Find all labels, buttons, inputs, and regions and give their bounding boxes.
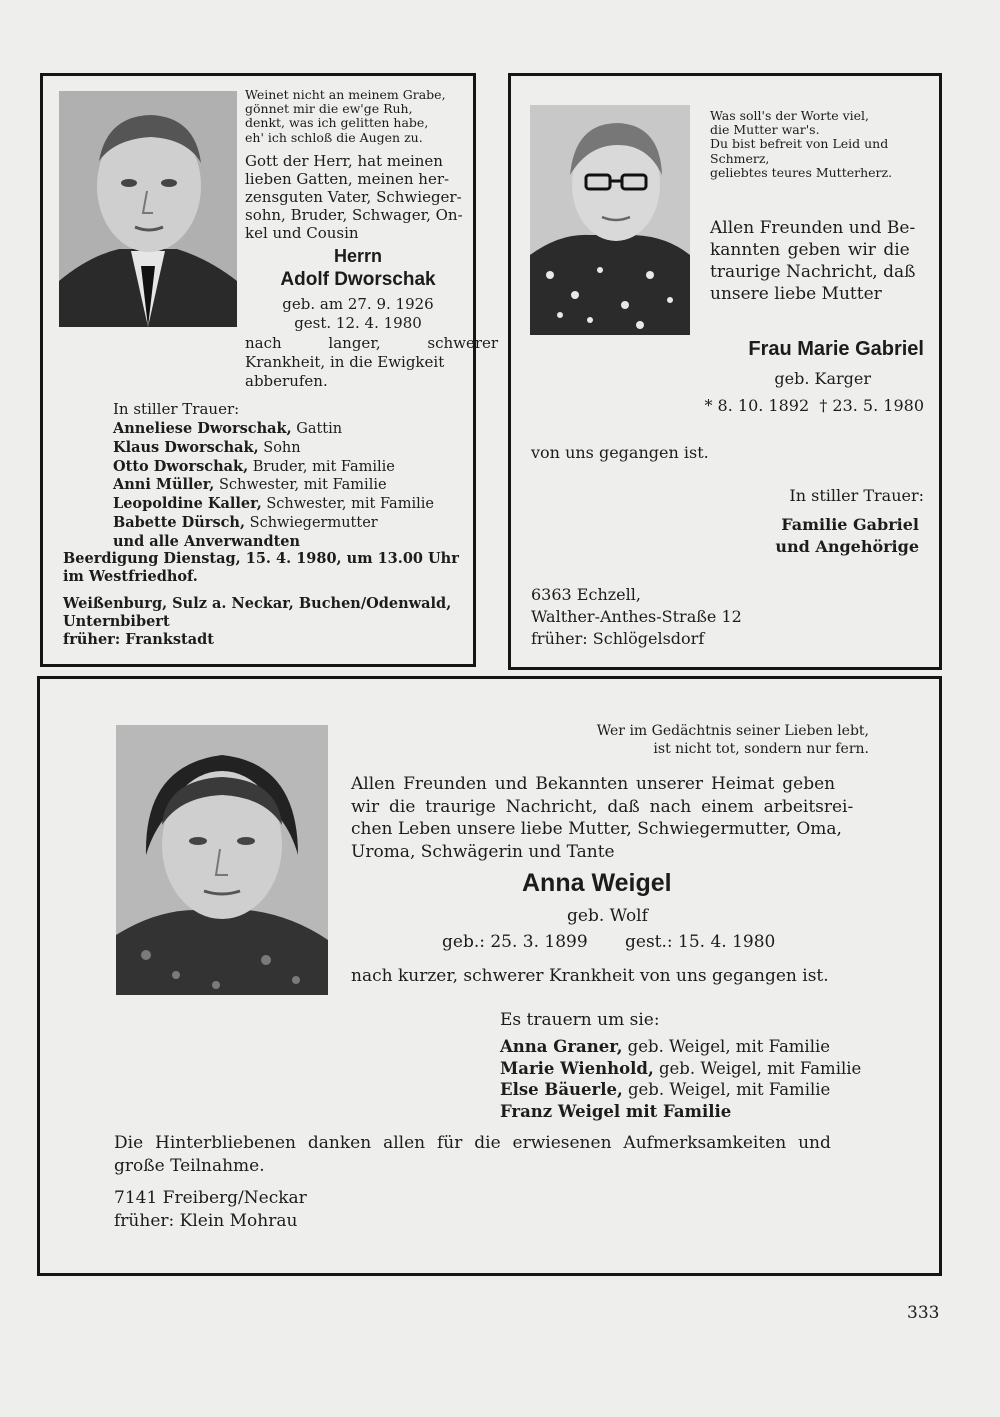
thanks-line: große Teilnahme. [114, 1155, 265, 1176]
birth-name: geb. Karger [774, 369, 871, 388]
mourner-relation: Schwiegermutter [245, 514, 378, 531]
mourner-relation: Schwester, mit Familie [214, 477, 387, 494]
after-line: Krankheit, in die Ewigkeit [245, 353, 445, 371]
address [114, 1187, 307, 1232]
intro-line: kannten geben wir die [710, 240, 910, 260]
portrait-photo-anna-weigel [116, 725, 328, 995]
mourner-row [500, 1101, 861, 1123]
address-line: früher: Schlögelsdorf [531, 629, 705, 648]
intro-line: Uroma, Schwägerin und Tante [351, 841, 615, 862]
deceased-name: Anna Weigel [522, 869, 672, 897]
mourner-relation: geb. Weigel, mit Familie [653, 1058, 862, 1078]
intro-line: sohn, Bruder, Schwager, On- [245, 206, 463, 224]
places-line: Weißenburg, Sulz a. Neckar, Buchen/Odenwald, [63, 595, 452, 612]
poem-line: geliebtes teures Mutterherz. [710, 164, 893, 180]
thanks-text [114, 1132, 831, 1177]
motto-line: ist nicht tot, sondern nur fern. [653, 740, 869, 757]
mourner-relation: Bruder, mit Familie [248, 458, 395, 475]
mourner-row [113, 495, 434, 514]
family-line: Familie Gabriel [781, 515, 919, 534]
mourner-name: Anneliese Dworschak, [113, 420, 292, 437]
birth-name: geb. Wolf [567, 906, 648, 926]
mourner-name: Franz Weigel mit Familie [500, 1101, 732, 1121]
mourner-row [113, 533, 434, 552]
intro-line: chen Leben unsere liebe Mutter, Schwiegermutter, Oma, [351, 819, 842, 839]
salutation: Herrn [333, 246, 382, 266]
mourning-label: In stiller Trauer: [789, 486, 924, 505]
family-info [661, 514, 919, 558]
funeral-line: Beerdigung Dienstag, 15. 4. 1980, um 13.00 Uhr [63, 550, 459, 567]
notice-adolf-dworschak [40, 73, 499, 667]
places-line: Unternbibert [63, 613, 170, 630]
address [531, 584, 742, 650]
address-line: früher: Klein Mohrau [114, 1210, 298, 1231]
mourner-name: Leopoldine Kaller, [113, 495, 262, 513]
intro-line: Gott der Herr, hat meinen [245, 152, 443, 170]
poem-line: eh' ich schloß die Augen zu. [245, 129, 423, 145]
funeral-info [63, 550, 459, 586]
after-line: abberufen. [245, 372, 328, 390]
mourner-row [113, 514, 434, 533]
funeral-line: im Westfriedhof. [63, 568, 198, 585]
family-line: und Angehörige [775, 537, 919, 556]
mourners-list [113, 420, 434, 552]
death-date: gest. 12. 4. 1980 [294, 314, 422, 332]
notice-anna-weigel [37, 676, 942, 1276]
mourner-name: Anni Müller, [113, 476, 215, 494]
after-text: nach kurzer, schwerer Krankheit von uns gegangen ist. [351, 966, 829, 986]
after-line: nach langer, schwerer [245, 334, 499, 352]
mourner-name: Otto Dworschak, [113, 457, 249, 475]
intro-line: kel und Cousin [245, 224, 359, 242]
intro-line: Allen Freunden und Be- [710, 218, 916, 238]
intro-line: traurige Nachricht, daß [710, 262, 916, 282]
mourner-name: Anna Graner, [500, 1037, 623, 1056]
intro-text [351, 773, 853, 863]
after-text [245, 334, 498, 391]
poem-line: Was soll's der Worte viel, [710, 108, 870, 123]
intro-text [245, 152, 463, 242]
mourner-relation: Gattin [291, 421, 343, 437]
intro-text [710, 217, 915, 305]
after-text: von uns gegangen ist. [531, 443, 709, 462]
portrait-photo-marie-gabriel [530, 105, 690, 335]
motto [460, 723, 869, 758]
life-dates: * 8. 10. 1892 † 23. 5. 1980 [704, 396, 924, 415]
mourner-relation: Sohn [258, 439, 301, 456]
intro-line: lieben Gatten, meinen her- [245, 170, 450, 188]
poem-line: denkt, was ich gelitten habe, [245, 115, 429, 131]
mourner-row [113, 420, 434, 439]
mourner-name: Marie Wienhold, [500, 1058, 654, 1078]
places-info [63, 595, 451, 649]
page-number: 333 [907, 1303, 940, 1323]
mourner-name: Klaus Dworschak, [113, 438, 259, 456]
mourner-relation: Schwester, mit Familie [261, 496, 434, 513]
mourner-row [113, 476, 434, 495]
poem-line: gönnet mir die ew'ge Ruh, [245, 101, 413, 117]
mourner-row [500, 1058, 861, 1080]
notice-marie-gabriel [508, 73, 942, 670]
birth-date: geb.: 25. 3. 1899 [442, 932, 588, 952]
mourner-row [113, 439, 434, 458]
mourner-name: Babette Dürsch, [113, 513, 246, 531]
poem [710, 109, 892, 180]
poem-line: Schmerz, [710, 150, 770, 166]
address-line: 7141 Freiberg/Neckar [114, 1188, 307, 1208]
deceased-name: Adolf Dworschak [280, 269, 436, 290]
intro-line: unsere liebe Mutter [710, 284, 882, 304]
intro-line: wir die traurige Nachricht, daß nach einem arbeitsrei- [351, 796, 854, 817]
birth-date: geb. am 27. 9. 1926 [282, 295, 434, 313]
mourners-list [500, 1036, 861, 1122]
poem [245, 88, 446, 145]
mourner-name: und alle Anverwandten [113, 532, 301, 550]
motto-line: Wer im Gedächtnis seiner Lieben lebt, [596, 723, 869, 739]
poem-line: die Mutter war's. [710, 122, 820, 138]
mourner-row [500, 1036, 861, 1058]
poem-line: Weinet nicht an meinem Grabe, [245, 87, 446, 102]
portrait-photo-adolf-dworschak [59, 91, 237, 327]
mourner-name: Else Bäuerle, [500, 1080, 623, 1099]
poem-line: Du bist befreit von Leid und [710, 136, 889, 152]
thanks-line: Die Hinterbliebenen danken allen für die erwiesenen Aufmerksamkeiten und [114, 1133, 831, 1153]
mourner-relation: geb. Weigel, mit Familie [622, 1080, 831, 1099]
mourner-row [500, 1079, 861, 1101]
intro-line: zensguten Vater, Schwieger- [245, 188, 462, 206]
intro-line: Allen Freunden und Bekannten unserer Heimat geben [351, 774, 836, 794]
death-date: gest.: 15. 4. 1980 [625, 932, 776, 952]
mourning-label: Es trauern um sie: [500, 1010, 660, 1030]
address-line: Walther-Anthes-Straße 12 [531, 607, 742, 626]
mourning-label: In stiller Trauer: [113, 400, 240, 418]
deceased-name: Frau Marie Gabriel [748, 338, 924, 360]
mourner-row [113, 458, 434, 477]
places-line: früher: Frankstadt [63, 631, 214, 648]
mourner-relation: geb. Weigel, mit Familie [622, 1037, 831, 1056]
address-line: 6363 Echzell, [531, 585, 641, 604]
